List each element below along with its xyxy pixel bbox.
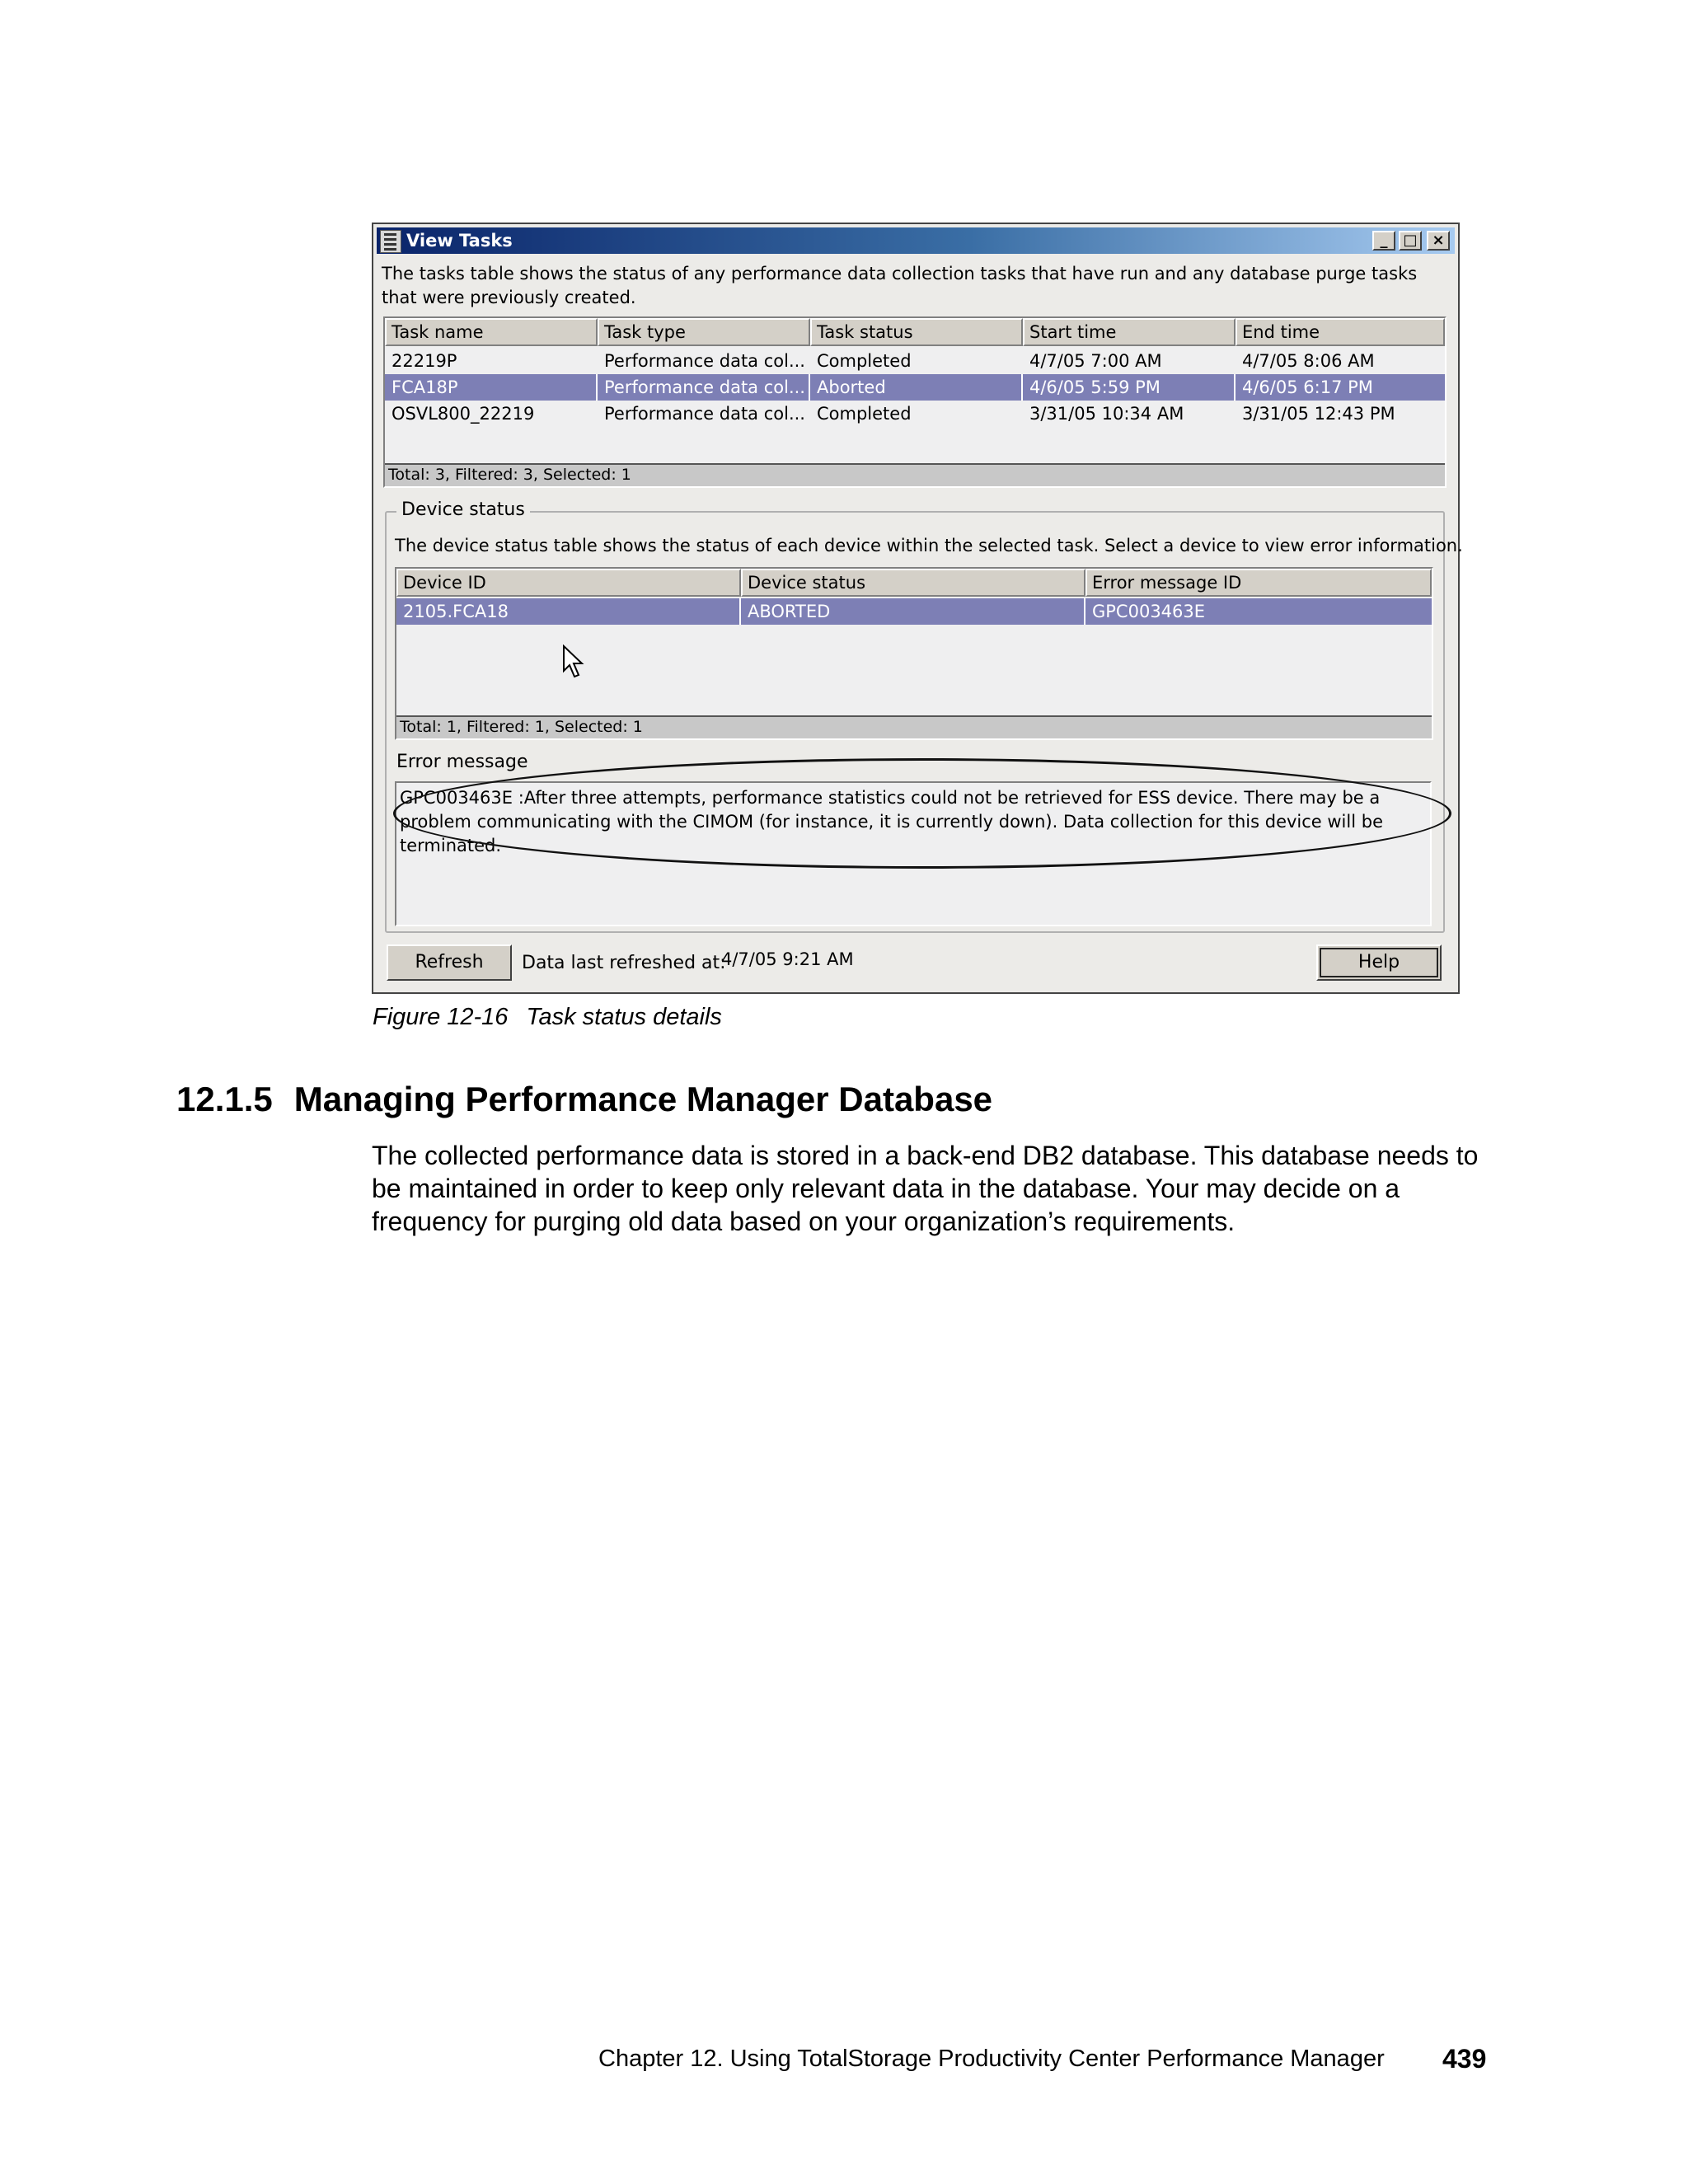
task-name-cell: 22219P <box>392 351 457 371</box>
tasks-table-header <box>385 318 1445 346</box>
task-status-cell: Completed <box>817 404 912 424</box>
tasks-window-icon <box>380 230 401 253</box>
task-type-cell: Performance data col... <box>604 351 805 371</box>
device-id-cell: 2105.FCA18 <box>396 598 741 625</box>
error-message-label: Error message <box>396 752 528 772</box>
column-header-task-type[interactable]: Task type <box>598 318 810 346</box>
device-table-summary: Total: 1, Filtered: 1, Selected: 1 <box>396 715 1432 738</box>
error-message-id-cell: GPC003463E <box>1092 602 1206 621</box>
task-status-cell: Completed <box>817 351 912 371</box>
column-header-task-name[interactable]: Task name <box>385 318 598 346</box>
task-type-cell: Performance data col... <box>604 404 805 424</box>
table-row-selected[interactable] <box>396 598 1432 625</box>
maximize-button[interactable]: □ <box>1399 231 1422 251</box>
figure-number: Figure 12-16 <box>373 1004 509 1030</box>
last-refreshed-label: Data last refreshed at: <box>522 953 726 973</box>
device-status-cell: ABORTED <box>741 598 1085 625</box>
device-status-legend: Device status <box>396 499 530 520</box>
column-header-start-time[interactable]: Start time <box>1023 318 1236 346</box>
task-name-cell: OSVL800_22219 <box>392 404 535 424</box>
column-header-device-id[interactable]: Device ID <box>396 569 741 597</box>
device-table-header <box>396 569 1432 597</box>
title-bar <box>377 227 1455 254</box>
end-time-cell: 3/31/05 12:43 PM <box>1242 404 1395 424</box>
column-header-end-time[interactable]: End time <box>1236 318 1445 346</box>
device-status-description: The device status table shows the status of each device within the selected task. Select a device to view error information. <box>395 536 1463 555</box>
column-header-task-status[interactable]: Task status <box>810 318 1023 346</box>
task-name-cell: FCA18P <box>385 374 598 401</box>
minimize-button[interactable]: _ <box>1372 231 1395 251</box>
start-time-cell: 4/7/05 7:00 AM <box>1029 351 1162 371</box>
close-button[interactable]: × <box>1427 231 1450 251</box>
column-header-device-status[interactable]: Device status <box>741 569 1085 597</box>
end-time-cell: 4/6/05 6:17 PM <box>1242 377 1373 397</box>
view-tasks-window <box>372 223 1463 994</box>
end-time-cell: 4/7/05 8:06 AM <box>1242 351 1375 371</box>
table-row[interactable] <box>385 401 1445 427</box>
table-row-selected[interactable] <box>385 374 1445 401</box>
section-number: 12.1.5 <box>176 1080 273 1118</box>
start-time-cell: 3/31/05 10:34 AM <box>1029 404 1184 424</box>
figure-caption <box>373 1004 722 1031</box>
tasks-table <box>383 316 1447 488</box>
device-status-table <box>395 567 1433 740</box>
start-time-cell: 4/6/05 5:59 PM <box>1023 374 1236 401</box>
device-status-group <box>385 499 1463 933</box>
page-footer-chapter: Chapter 12. Using TotalStorage Productivity Center Performance Manager <box>598 2046 1385 2072</box>
refresh-button[interactable]: Refresh <box>387 944 512 981</box>
body-paragraph: The collected performance data is stored in a back-end DB2 database. This database needs to be maintained in order to keep only relevant data in the database. Your may decide on a frequency for purging old data based on your organization’s requirements. <box>372 1141 1479 1236</box>
help-button[interactable]: Help <box>1316 944 1442 981</box>
section-heading <box>176 1080 992 1119</box>
page-number: 439 <box>1442 2044 1487 2074</box>
figure-title: Task status details <box>526 1004 722 1030</box>
task-status-cell: Aborted <box>810 374 1023 401</box>
task-type-cell: Performance data col... <box>598 374 810 401</box>
window-title: View Tasks <box>406 231 513 251</box>
mouse-pointer-icon <box>561 644 586 679</box>
tasks-table-summary: Total: 3, Filtered: 3, Selected: 1 <box>385 463 1445 486</box>
table-row[interactable] <box>385 348 1445 374</box>
column-header-error-message-id[interactable]: Error message ID <box>1085 569 1432 597</box>
tasks-description: The tasks table shows the status of any performance data collection tasks that have run and any database purge tasks that were previously created. <box>382 264 1418 307</box>
last-refreshed-value: 4/7/05 9:21 AM <box>721 949 854 969</box>
section-title: Managing Performance Manager Database <box>293 1080 993 1118</box>
error-message-text[interactable]: GPC003463E :After three attempts, performance statistics could not be retrieved for ESS device. There may be a problem communicating with the CIMOM (for instance, it is currently down). Data collection for this device will be terminated. <box>395 781 1432 926</box>
